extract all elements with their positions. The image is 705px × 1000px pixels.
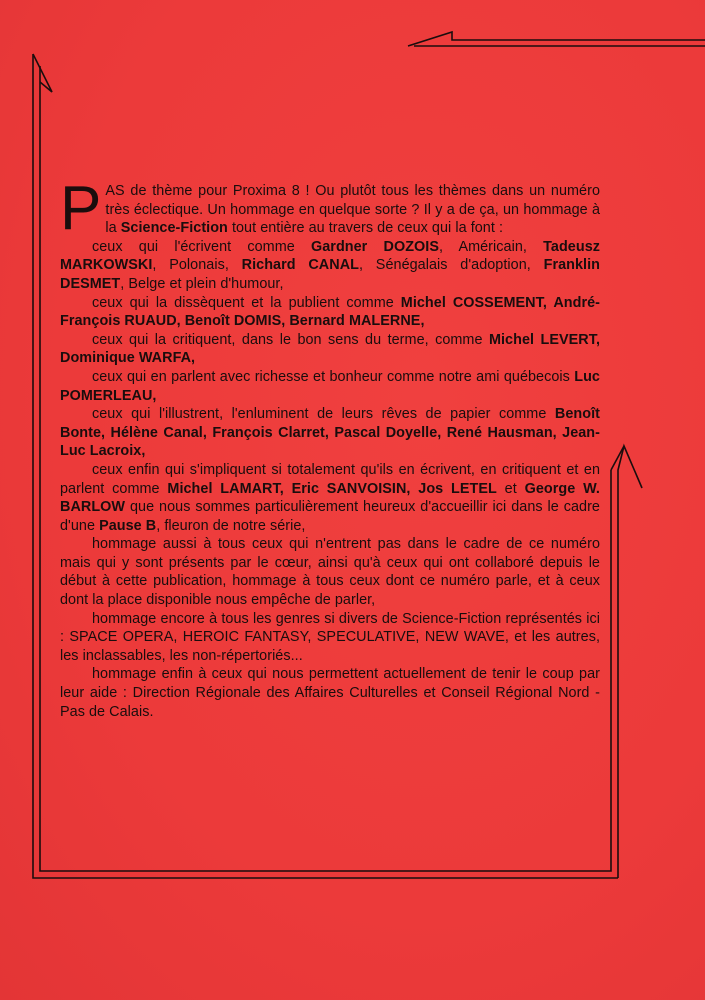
paragraph-writers: ceux qui l'écrivent comme Gardner DOZOIS, Américain, Tadeusz MARKOWSKI, Polonais, Richard CANAL, Sénégalais d'adoption, Franklin DESMET, Belge et plein d'humour,	[60, 238, 600, 292]
paragraph-tribute-all: hommage aussi à tous ceux qui n'entrent pas dans le cadre de ce numéro mais qui y sont présents par le cœur, ainsi qu'à ceux qui ont collaboré depuis le début à cette publication, hommage à tous ceux dont ce numéro parle, et à ceux dont la place disponible nous empêche de parler,	[60, 536, 600, 609]
intro-paragraph: PAS de thème pour Proxima 8 ! Ou plutôt tous les thèmes dans un numéro très éclectique. Un hommage en quelque sorte ? Il y a de ça, un hommage à la Science-Fiction tout entière au travers de ceux qui la font :	[60, 174, 600, 243]
paragraph-contributors: ceux enfin qui s'impliquent si totalement qu'ils en écrivent, en critiquent et en parlent comme Michel LAMART, Eric SANVOISIN, Jos LETEL et George W. BARLOW que nous sommes particulièrement heureux d'accueillir ici dans le cadre d'une Pause B, fleuron de notre série,	[60, 461, 600, 534]
editorial-text	[60, 174, 600, 721]
paragraph-tribute-support: hommage enfin à ceux qui nous permettent actuellement de tenir le coup par leur aide : Direction Régionale des Affaires Culturelles et Conseil Régional Nord - Pas de Calais.	[60, 666, 600, 720]
drop-cap: P	[60, 174, 102, 243]
paragraph-tribute-genres: hommage encore à tous les genres si divers de Science-Fiction représentés ici : SPACE OPERA, HEROIC FANTASY, SPECULATIVE, NEW WAVE, et les autres, les inclassables, les non-répertoriés...	[60, 610, 600, 664]
paragraph-publishers: ceux qui la dissèquent et la publient comme Michel COSSEMENT, André-François RUAUD, Benoît DOMIS, Bernard MALERNE,	[60, 294, 600, 330]
paragraph-speakers: ceux qui en parlent avec richesse et bonheur comme notre ami québecois Luc POMERLEAU,	[60, 368, 600, 404]
paragraph-critics: ceux qui la critiquent, dans le bon sens du terme, comme Michel LEVERT, Dominique WARFA,	[60, 331, 600, 367]
paragraph-illustrators: ceux qui l'illustrent, l'enluminent de leurs rêves de papier comme Benoît Bonte, Hélène Canal, François Clarret, Pascal Doyelle, René Hausman, Jean-Luc Lacroix,	[60, 406, 600, 460]
